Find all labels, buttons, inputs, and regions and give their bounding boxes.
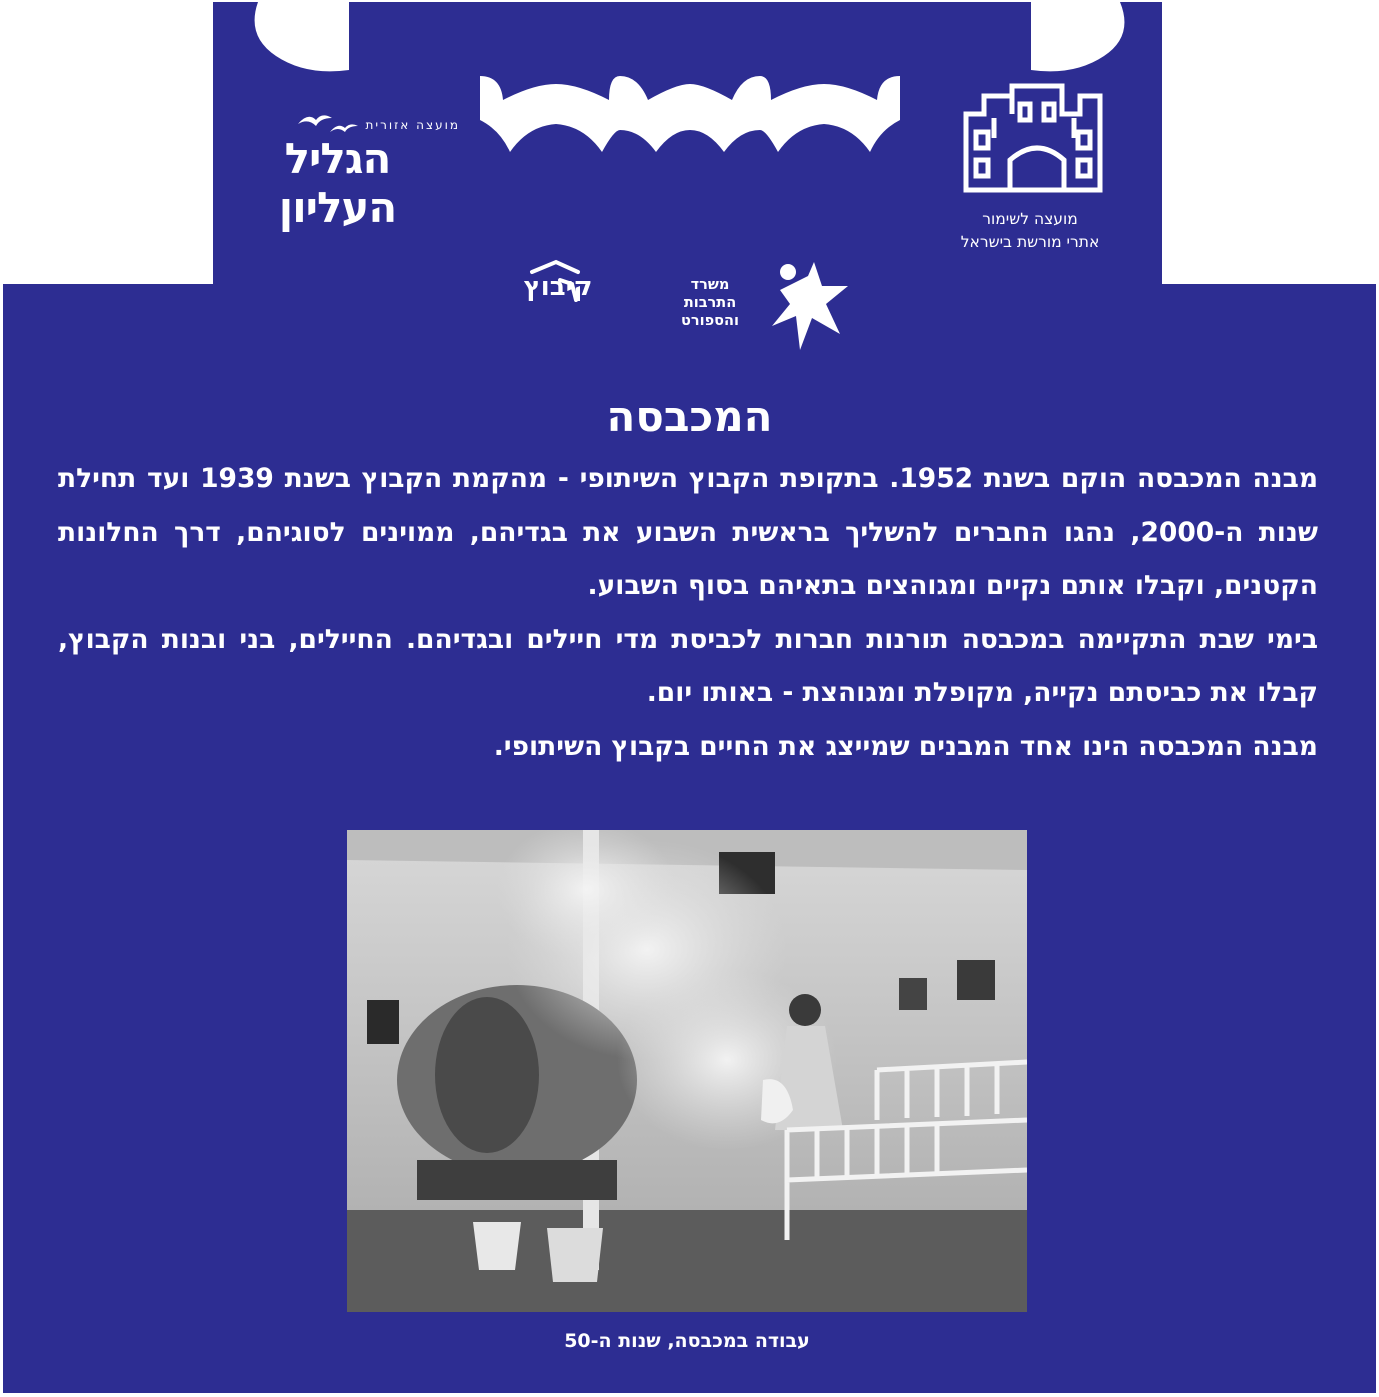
ministry-logo-text xyxy=(660,276,760,330)
ministry-line1: משרד xyxy=(690,277,730,293)
photo-wall-box xyxy=(367,1000,399,1044)
photo-bucket-1 xyxy=(473,1222,521,1270)
photo-floor xyxy=(347,1210,1027,1312)
photo-machine-door xyxy=(435,997,539,1153)
galil-council-subtitle: מועצה אזורית xyxy=(365,118,460,132)
laundry-photo xyxy=(347,830,1027,1312)
galil-council-name: הגליל העליון xyxy=(278,134,397,232)
photo-worker-head xyxy=(789,994,821,1026)
heritage-council-logo-text xyxy=(930,208,1130,254)
photo-machine-base xyxy=(417,1160,617,1200)
kibbutz-logo-text: קיבוץ xyxy=(523,272,593,302)
photo-window-right xyxy=(957,960,995,1000)
ministry-line3: והספורט xyxy=(681,313,739,329)
body-paragraph-1: מבנה המכבסה הוקם בשנת 1952. בתקופת הקבוץ השיתופי - מהקמת הקבוץ בשנת 1939 ועד תחילת שנות ה-2000, נהגו החברים להשליך בראשית השבוע את בגדיהם, ממוינים לסוגיהם, דרך החלונות הקטנים, וקבלו אותם נקיים ומגוהצים בתאיהם בסוף השבוע. xyxy=(58,463,1319,601)
heritage-council-line2: אתרי מורשת בישראל xyxy=(960,233,1100,251)
heritage-council-line1: מועצה לשימור xyxy=(982,210,1078,228)
sign-title: המכבסה xyxy=(606,392,773,441)
body-paragraph-3: מבנה המכבסה הינו אחד המבנים שמייצג את החיים בקבוץ השיתופי. xyxy=(493,730,1318,762)
photo-window-mid xyxy=(899,978,927,1010)
sign-body xyxy=(58,452,1318,773)
ministry-line2: התרבות xyxy=(683,295,737,311)
body-paragraph-2: בימי שבת התקיימה במכבסה תורנות חברות לכביסת מדי חיילים ובגדיהם. החיילים, בני ובנות הקבוץ, קבלו את כביסתם נקייה, מקופלת ומגוהצת - באותו יום. xyxy=(58,623,1318,708)
photo-caption: עבודה במכבסה, שנות ה-50 xyxy=(564,1330,810,1352)
photo-bucket-2 xyxy=(547,1228,603,1282)
